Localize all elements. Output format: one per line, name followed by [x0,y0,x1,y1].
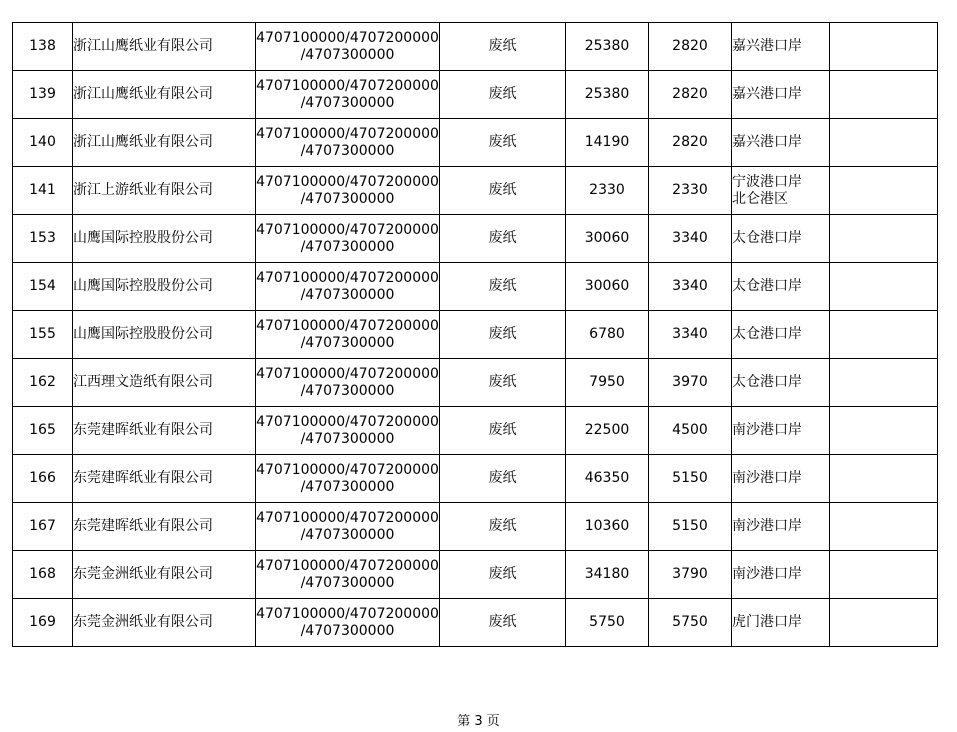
hs-code-line-2: /4707300000 [300,478,395,495]
remarks-cell [830,551,938,599]
remarks-cell [830,23,938,71]
hs-code-line-2: /4707300000 [300,286,395,303]
table-row [13,119,938,167]
remarks-cell [830,455,938,503]
port-name: 南沙港口岸 [732,455,830,503]
hs-code-line-1: 4707100000/4707200000 [256,605,439,622]
quantity-batch: 2820 [649,119,732,167]
hs-code-line-1: 4707100000/4707200000 [256,557,439,574]
hs-code-line-2: /4707300000 [300,94,395,111]
table-row [13,71,938,119]
goods-name: 废纸 [440,359,566,407]
company-name: 浙江山鹰纸业有限公司 [73,71,256,119]
quantity-approved: 30060 [566,263,649,311]
quantity-batch: 3340 [649,215,732,263]
hs-code-line-1: 4707100000/4707200000 [256,269,439,286]
row-number: 138 [13,23,73,71]
goods-name: 废纸 [440,71,566,119]
hs-code-line-1: 4707100000/4707200000 [256,509,439,526]
hs-code-line-2: /4707300000 [300,142,395,159]
hs-code-line-1: 4707100000/4707200000 [256,221,439,238]
row-number: 166 [13,455,73,503]
page-number: 第 3 页 [457,714,500,729]
hs-code [256,407,440,455]
port-name: 南沙港口岸 [732,503,830,551]
table-row [13,599,938,647]
hs-code [256,215,440,263]
hs-code-line-2: /4707300000 [300,46,395,63]
company-name: 东莞建晖纸业有限公司 [73,455,256,503]
hs-code [256,311,440,359]
table-row [13,263,938,311]
hs-code-line-2: /4707300000 [300,190,395,207]
hs-code [256,503,440,551]
hs-code [256,263,440,311]
goods-name: 废纸 [440,455,566,503]
table-body [13,23,938,647]
row-number: 141 [13,167,73,215]
company-name: 浙江上游纸业有限公司 [73,167,256,215]
hs-code-line-1: 4707100000/4707200000 [256,461,439,478]
company-name: 江西理文造纸有限公司 [73,359,256,407]
quantity-approved: 34180 [566,551,649,599]
table-row [13,167,938,215]
quantity-batch: 3340 [649,311,732,359]
quantity-batch: 2330 [649,167,732,215]
row-number: 167 [13,503,73,551]
port-name: 太仓港口岸 [732,215,830,263]
table-row [13,311,938,359]
row-number: 139 [13,71,73,119]
company-name: 东莞建晖纸业有限公司 [73,407,256,455]
quantity-batch: 5750 [649,599,732,647]
goods-name: 废纸 [440,503,566,551]
hs-code-line-2: /4707300000 [300,334,395,351]
quantity-approved: 2330 [566,167,649,215]
port-name: 嘉兴港口岸 [732,119,830,167]
hs-code [256,167,440,215]
table-row [13,551,938,599]
goods-name: 废纸 [440,263,566,311]
quantity-approved: 25380 [566,71,649,119]
hs-code [256,359,440,407]
goods-name: 废纸 [440,23,566,71]
port-name: 南沙港口岸 [732,551,830,599]
hs-code-line-2: /4707300000 [300,238,395,255]
row-number: 154 [13,263,73,311]
goods-name: 废纸 [440,599,566,647]
hs-code-line-2: /4707300000 [300,622,395,639]
row-number: 153 [13,215,73,263]
company-name: 东莞金洲纸业有限公司 [73,551,256,599]
hs-code-line-1: 4707100000/4707200000 [256,173,439,190]
remarks-cell [830,71,938,119]
goods-name: 废纸 [440,551,566,599]
table-row [13,455,938,503]
row-number: 169 [13,599,73,647]
remarks-cell [830,359,938,407]
table-row [13,23,938,71]
hs-code [256,455,440,503]
row-number: 140 [13,119,73,167]
quantity-batch: 5150 [649,503,732,551]
quantity-batch: 3790 [649,551,732,599]
port-name: 宁波港口岸 北仑港区 [732,167,830,215]
goods-name: 废纸 [440,167,566,215]
goods-name: 废纸 [440,215,566,263]
row-number: 168 [13,551,73,599]
remarks-cell [830,503,938,551]
row-number: 155 [13,311,73,359]
goods-name: 废纸 [440,311,566,359]
hs-code-line-1: 4707100000/4707200000 [256,413,439,430]
table-row [13,407,938,455]
quantity-approved: 30060 [566,215,649,263]
goods-name: 废纸 [440,407,566,455]
hs-code-line-1: 4707100000/4707200000 [256,317,439,334]
hs-code-line-1: 4707100000/4707200000 [256,125,439,142]
quantity-approved: 46350 [566,455,649,503]
hs-code-line-1: 4707100000/4707200000 [256,365,439,382]
hs-code [256,551,440,599]
remarks-cell [830,407,938,455]
quantity-batch: 3970 [649,359,732,407]
hs-code-line-1: 4707100000/4707200000 [256,29,439,46]
remarks-cell [830,263,938,311]
quantity-approved: 25380 [566,23,649,71]
table-row [13,503,938,551]
quantity-batch: 3340 [649,263,732,311]
port-name: 太仓港口岸 [732,311,830,359]
table-row [13,359,938,407]
hs-code [256,23,440,71]
remarks-cell [830,167,938,215]
company-name: 东莞金洲纸业有限公司 [73,599,256,647]
row-number: 165 [13,407,73,455]
port-name: 太仓港口岸 [732,359,830,407]
remarks-cell [830,215,938,263]
port-name: 太仓港口岸 [732,263,830,311]
goods-name: 废纸 [440,119,566,167]
quantity-approved: 14190 [566,119,649,167]
quantity-batch: 5150 [649,455,732,503]
hs-code [256,119,440,167]
quantity-batch: 2820 [649,71,732,119]
row-number: 162 [13,359,73,407]
company-name: 东莞建晖纸业有限公司 [73,503,256,551]
hs-code-line-2: /4707300000 [300,382,395,399]
quantity-batch: 2820 [649,23,732,71]
company-name: 山鹰国际控股股份公司 [73,215,256,263]
quantity-approved: 7950 [566,359,649,407]
port-name: 嘉兴港口岸 [732,23,830,71]
port-name: 虎门港口岸 [732,599,830,647]
port-name: 南沙港口岸 [732,407,830,455]
hs-code [256,599,440,647]
hs-code-line-2: /4707300000 [300,430,395,447]
quantity-approved: 5750 [566,599,649,647]
quantity-approved: 6780 [566,311,649,359]
hs-code-line-1: 4707100000/4707200000 [256,77,439,94]
remarks-cell [830,311,938,359]
quantity-approved: 22500 [566,407,649,455]
hs-code [256,71,440,119]
quantity-approved: 10360 [566,503,649,551]
permit-table [12,22,938,647]
company-name: 浙江山鹰纸业有限公司 [73,23,256,71]
hs-code-line-2: /4707300000 [300,526,395,543]
company-name: 浙江山鹰纸业有限公司 [73,119,256,167]
remarks-cell [830,119,938,167]
port-name: 嘉兴港口岸 [732,71,830,119]
company-name: 山鹰国际控股股份公司 [73,263,256,311]
company-name: 山鹰国际控股股份公司 [73,311,256,359]
hs-code-line-2: /4707300000 [300,574,395,591]
quantity-batch: 4500 [649,407,732,455]
table-row [13,215,938,263]
remarks-cell [830,599,938,647]
